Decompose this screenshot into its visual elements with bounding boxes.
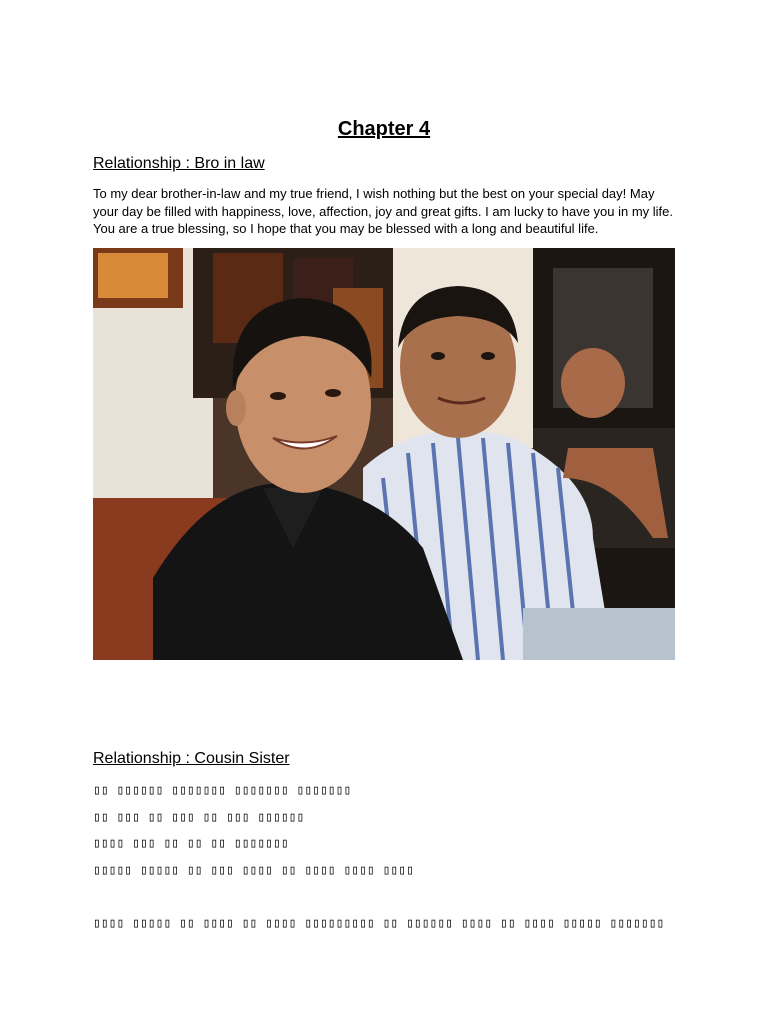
poem-line-1: ▯▯ ▯▯▯▯▯▯ ▯▯▯▯▯▯▯ ▯▯▯▯▯▯▯ ▯▯▯▯▯▯▯ [93,783,352,798]
section-heading-cousin-sister: Relationship : Cousin Sister [93,750,290,767]
photo-illustration [93,248,675,660]
paragraph-gap [93,884,675,911]
poem-line-4: ▯▯▯▯▯ ▯▯▯▯▯ ▯▯ ▯▯▯ ▯▯▯▯ ▯▯ ▯▯▯▯ ▯▯▯▯ ▯▯▯▯ [93,862,414,878]
cousin-sister-poem [93,778,675,938]
poem-line-2: ▯▯ ▯▯▯ ▯▯ ▯▯▯ ▯▯ ▯▯▯ ▯▯▯▯▯▯ [93,809,305,825]
photo-two-men-smiling [93,248,675,660]
chapter-title: Chapter 4 [337,118,431,140]
section-heading-bro-in-law: Relationship : Bro in law [93,155,265,172]
poem-line-3: ▯▯▯▯ ▯▯▯ ▯▯ ▯▯ ▯▯ ▯▯▯▯▯▯▯ [93,836,289,851]
poem-closing-line: ▯▯▯▯ ▯▯▯▯▯ ▯▯ ▯▯▯▯ ▯▯ ▯▯▯▯ ▯▯▯▯▯▯▯▯▯ ▯▯ ▯▯▯▯▯▯ ▯▯▯▯ ▯▯ ▯▯▯▯ ▯▯▯▯▯ ▯▯▯▯▯▯▯ [93,916,665,931]
bro-in-law-message: To my dear brother-in-law and my true friend, I wish nothing but the best on your special day! May your day be filled with happiness, love, affection, joy and great gifts. I am lucky to have you in my life. You are a true blessing, so I hope that you may be blessed with a long and beautiful life. [93,186,674,236]
document-page [93,0,675,1024]
